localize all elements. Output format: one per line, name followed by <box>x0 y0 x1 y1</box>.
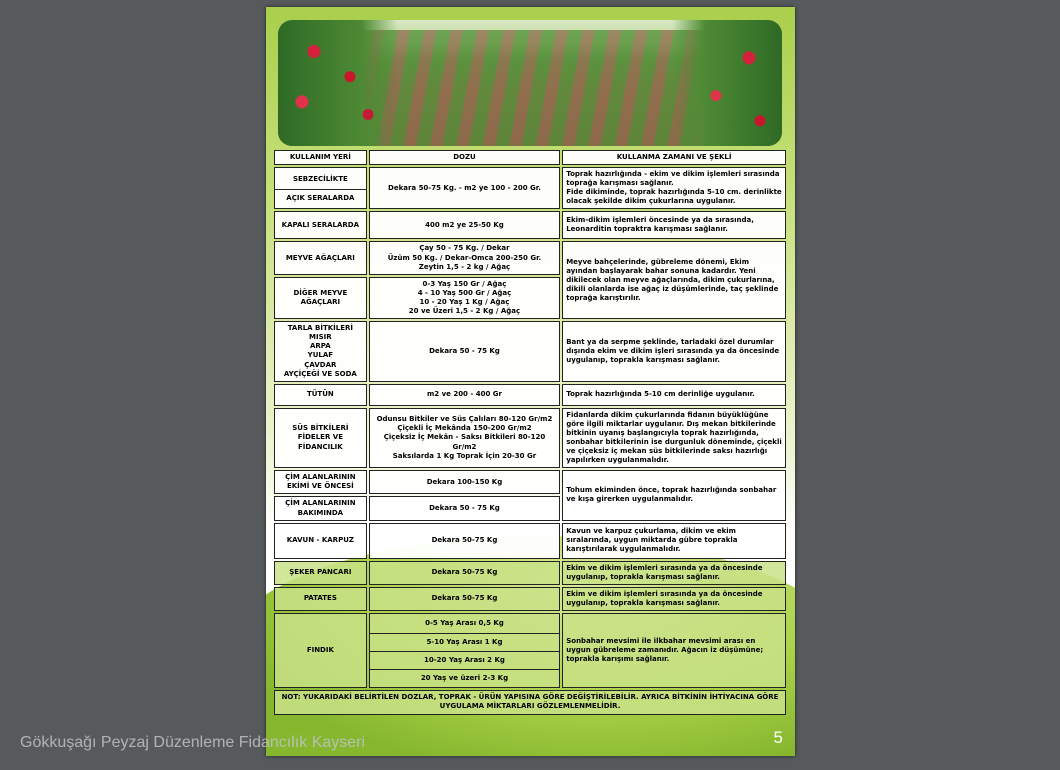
place-line: SÜS BİTKİLERİ <box>292 424 349 433</box>
row-usage: Sonbahar mevsimi ile ilkbahar mevsimi arası en uygun gübreleme zamanıdır. Ağacın iz düşümüne; toprakla karışımı sağlanır. <box>562 613 786 688</box>
row-dose: 400 m2 ye 25-50 Kg <box>369 211 561 239</box>
row-place: DİĞER MEYVE AĞAÇLARI <box>274 277 367 319</box>
row-place <box>274 321 367 382</box>
row-place: FINDIK <box>274 613 367 688</box>
row-usage: Bant ya da serpme şeklinde, tarladaki özel durumlar dışında ekim ve dikim işleri sırasında ya da öncesinde uygulanıp, toprakla karışması sağlanır. <box>562 321 786 382</box>
place-line: ÇAVDAR <box>304 360 337 369</box>
dose-line: 4 - 10 Yaş 500 Gr / Ağaç <box>417 288 512 297</box>
row-usage: Fidanlarda dikim çukurlarında fidanın büyüklüğüne göre ilgili miktarlar uygulanır. Dış mekan bitkilerinde bitkinin uyanış başlangıcıyla toprak hazırlığında, sonbahar bitkilerinin ise durgunluk döneminde, çiçekli ve çiçeksiz iç mekan süs bitkilerinde saksı hazırlığı yapılırken uygulanmalıdır. <box>562 408 786 469</box>
row-dose <box>369 408 561 469</box>
oleander-flowers-left <box>278 20 398 146</box>
row-dose <box>369 613 561 688</box>
row-usage: Ekim ve dikim işlemleri sırasında ya da öncesinde uygulanıp, toprakla karışması sağlanır. <box>562 587 786 611</box>
dose-line: 10-20 Yaş Arası 2 Kg <box>370 651 560 669</box>
dose-line: 10 - 20 Yaş 1 Kg / Ağaç <box>419 297 510 306</box>
row-dose: m2 ve 200 - 400 Gr <box>369 384 561 406</box>
row-usage: Ekim-dikim işlemleri öncesinde ya da sırasında, Leonarditin topraktra karışması sağlanır. <box>562 211 786 239</box>
row-usage: Toprak hazırlığında 5-10 cm derinliğe uygulanır. <box>562 384 786 406</box>
table-row <box>274 241 786 274</box>
place-line: ARPA <box>310 342 331 351</box>
table-row <box>274 561 786 585</box>
dose-line: 5-10 Yaş Arası 1 Kg <box>370 633 560 651</box>
table-note: NOT: YUKARIDAKİ BELİRTİLEN DOZLAR, TOPRAK - ÜRÜN YAPISINA GÖRE DEĞİŞTİRİLEBİLİR. AYRICA BİTKİNİN İHTİYACINA GÖRE UYGULAMA MİKTARLARI GÖZLEMLENMELİDİR. <box>274 690 786 714</box>
dose-line: Odunsu Bitkiler ve Süs Çalıları 80-120 Gr/m2 <box>376 415 553 424</box>
row-dose: Dekara 50-75 Kg <box>369 561 561 585</box>
row-dose: Dekara 50-75 Kg <box>369 523 561 559</box>
row-dose: Dekara 50 - 75 Kg <box>369 496 561 520</box>
header-usage-place: KULLANIM YERİ <box>274 150 367 165</box>
table-row <box>274 211 786 239</box>
header-usage-time: KULLANMA ZAMANI VE ŞEKLİ <box>562 150 786 165</box>
table-row <box>274 587 786 611</box>
row-dose: Dekara 50-75 Kg <box>369 587 561 611</box>
brochure-page <box>266 7 795 756</box>
place-line: YULAF <box>307 351 334 360</box>
table-row <box>274 408 786 469</box>
row-dose: Dekara 50-75 Kg. - m2 ye 100 - 200 Gr. <box>369 167 561 209</box>
table-row <box>274 321 786 382</box>
row-dose: Dekara 50 - 75 Kg <box>369 321 561 382</box>
place-line: MISIR <box>309 333 332 342</box>
dose-line: Zeytin 1,5 - 2 kg / Ağaç <box>418 262 511 271</box>
table-row <box>274 613 786 688</box>
dose-line: Çay 50 - 75 Kg. / Dekar <box>419 244 510 253</box>
dose-line: 0-5 Yaş Arası 0,5 Kg <box>425 619 504 627</box>
table-row <box>274 470 786 494</box>
table-row <box>274 384 786 406</box>
row-dose <box>369 241 561 274</box>
table-note-row <box>274 690 786 714</box>
dose-line: Üzüm 50 Kg. / Dekar-Omca 200-250 Gr. <box>387 253 542 262</box>
place-label: AÇIK SERALARDA <box>275 189 366 207</box>
row-place: KAVUN - KARPUZ <box>274 523 367 559</box>
place-line: AYÇİÇEĞİ VE SODA <box>283 369 357 378</box>
row-place: ÇİM ALANLARININ EKİMİ VE ÖNCESİ <box>274 470 367 494</box>
row-usage: Ekim ve dikim işlemleri sırasında ya da öncesinde uygulanıp, toprakla karışması sağlanır. <box>562 561 786 585</box>
row-dose: Dekara 100-150 Kg <box>369 470 561 494</box>
place-line: TARLA BİTKİLERİ <box>287 324 354 333</box>
dose-line: Çiçeksiz İç Mekân - Saksı Bitkileri 80-120 Gr/m2 <box>383 433 546 451</box>
watermark-text: Gökkuşağı Peyzaj Düzenleme Fidancılık Kayseri <box>20 734 366 751</box>
dose-line: 0-3 Yaş 150 Gr / Ağaç <box>422 279 507 288</box>
header-dose: DOZU <box>369 150 561 165</box>
row-place: TÜTÜN <box>274 384 367 406</box>
table-row <box>274 167 786 209</box>
row-place <box>274 167 367 209</box>
page-number: 5 <box>773 728 783 747</box>
row-usage: Toprak hazırlığında - ekim ve dikim işlemleri sırasında toprağa karışması sağlanır. Fide dikiminde, toprak hazırlığında 5-10 cm. derinlikte olacak şekilde dikim çukurlarına uygulanır. <box>562 167 786 209</box>
row-place: MEYVE AĞAÇLARI <box>274 241 367 274</box>
place-line: FİDELER VE FİDANCILIK <box>297 433 343 451</box>
fertilizer-usage-table <box>272 148 788 717</box>
row-place: PATATES <box>274 587 367 611</box>
oleander-flowers-right <box>672 20 782 146</box>
row-place: ÇİM ALANLARININ BAKIMINDA <box>274 496 367 520</box>
row-usage: Kavun ve karpuz çukurlama, dikim ve ekim sıralarında, uygun miktarda gübre toprakla karıştırılarak uygulanmalıdır. <box>562 523 786 559</box>
row-usage: Tohum ekiminden önce, toprak hazırlığında sonbahar ve kışa girerken uygulanmalıdır. <box>562 470 786 520</box>
row-dose <box>369 277 561 319</box>
place-label: SEBZECİLİKTE <box>292 174 348 183</box>
vineyard-photo <box>278 20 782 146</box>
row-place <box>274 408 367 469</box>
row-place: ŞEKER PANCARI <box>274 561 367 585</box>
row-usage: Meyve bahçelerinde, gübreleme dönemi, Ekim ayından başlayarak bahar sonuna kadardır. Yeni dikilecek olan meyve ağaçlarında, dikim çukurlarına, dikili olanlarda ise ağaç iz düşümlerinde, taç şeklinde toprağa karıştırılır. <box>562 241 786 319</box>
dose-line: 20 ve Üzeri 1,5 - 2 Kg / Ağaç <box>408 307 521 316</box>
table-header-row <box>274 150 786 165</box>
row-place: KAPALI SERALARDA <box>274 211 367 239</box>
dose-line: Saksılarda 1 Kg Toprak İçin 20-30 Gr <box>392 451 537 460</box>
table-row <box>274 523 786 559</box>
dose-line: Çiçekli İç Mekânda 150-200 Gr/m2 <box>397 424 532 433</box>
dose-line: 20 Yaş ve üzeri 2-3 Kg <box>370 669 560 687</box>
